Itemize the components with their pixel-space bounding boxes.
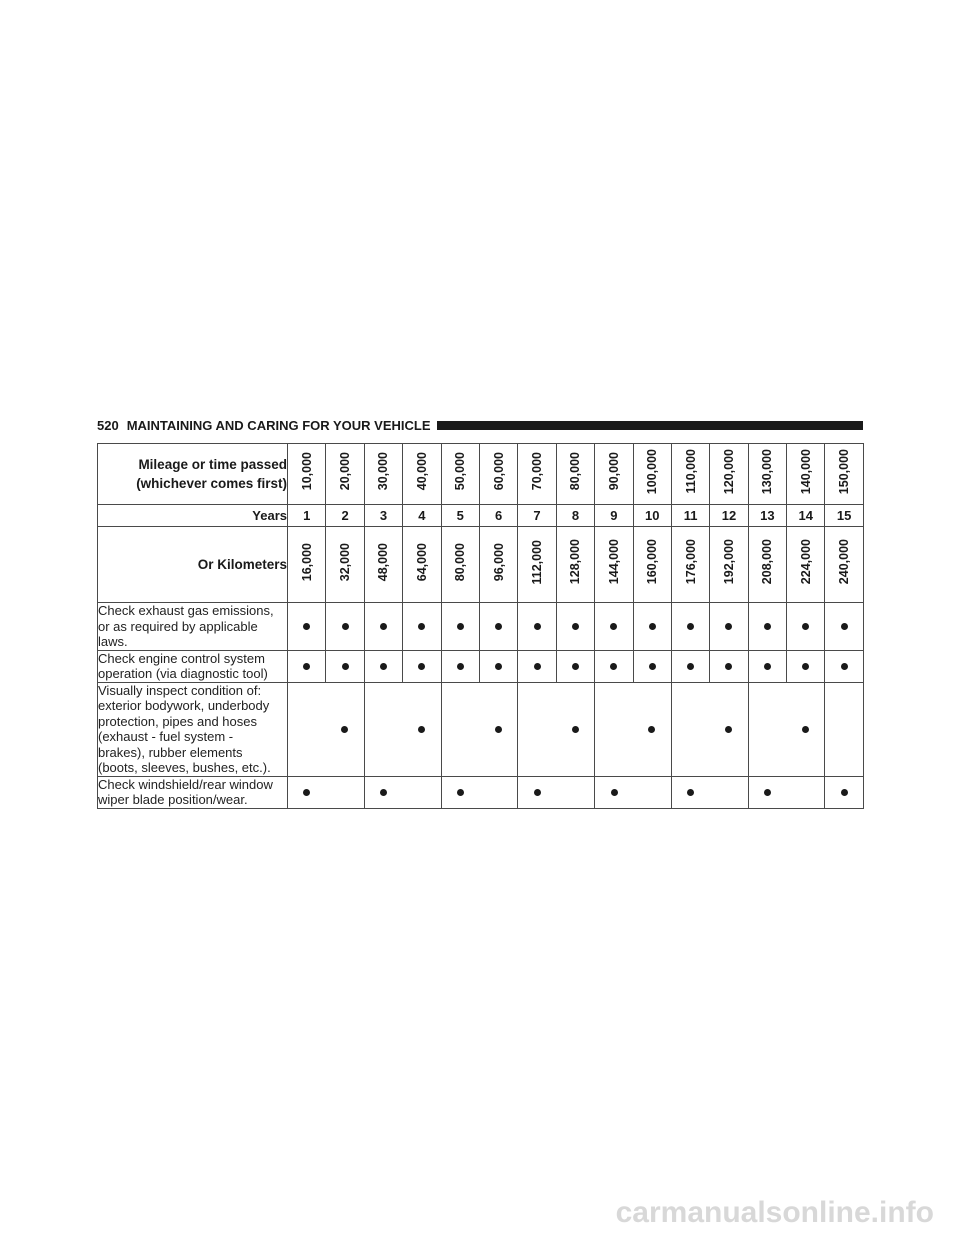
service-required-mark [418, 623, 425, 630]
interval-cell [441, 650, 479, 682]
interval-cell [364, 603, 402, 651]
service-required-mark [418, 663, 425, 670]
mileage-value: 40,000 [414, 452, 429, 491]
service-required-mark [687, 663, 694, 670]
km-value: 240,000 [837, 539, 852, 585]
service-required-mark [841, 789, 848, 796]
km-value: 16,000 [299, 542, 314, 582]
km-cell [710, 527, 748, 603]
service-required-mark [764, 663, 771, 670]
years-value: 5 [441, 505, 479, 527]
task-description [98, 682, 288, 776]
mileage-cell [556, 444, 594, 505]
years-value: 2 [326, 505, 364, 527]
mileage-value: 30,000 [376, 452, 391, 491]
service-required-mark [342, 663, 349, 670]
service-required-mark [572, 623, 579, 630]
km-value: 64,000 [414, 542, 429, 582]
mileage-value: 20,000 [338, 452, 353, 491]
interval-cell [787, 650, 825, 682]
interval-cell [825, 603, 863, 651]
service-required-mark [341, 726, 348, 733]
km-value: 224,000 [798, 539, 813, 585]
years-value: 10 [633, 505, 671, 527]
service-required-mark [725, 623, 732, 630]
interval-cell [441, 682, 479, 776]
interval-cell [748, 776, 786, 808]
mileage-row [98, 444, 864, 505]
km-value: 80,000 [453, 542, 468, 582]
interval-cell [518, 776, 556, 808]
service-required-mark [534, 623, 541, 630]
task-description [98, 650, 288, 682]
km-cell [479, 527, 517, 603]
interval-cell [288, 776, 326, 808]
service-required-mark [457, 623, 464, 630]
interval-cell [595, 603, 633, 651]
task-line: operation (via diagnostic tool) [98, 666, 268, 681]
service-required-mark [610, 623, 617, 630]
service-required-mark [534, 663, 541, 670]
interval-cell [441, 603, 479, 651]
service-required-mark [303, 623, 310, 630]
service-required-mark [610, 663, 617, 670]
task-line: exterior bodywork, underbody [98, 698, 270, 713]
km-value: 128,000 [568, 539, 583, 585]
interval-cell [326, 776, 364, 808]
mileage-cell [326, 444, 364, 505]
mileage-value: 120,000 [721, 448, 736, 495]
service-required-mark [495, 623, 502, 630]
interval-cell [748, 682, 786, 776]
interval-cell [787, 603, 825, 651]
service-required-mark [457, 663, 464, 670]
task-line: (boots, sleeves, bushes, etc.). [98, 760, 271, 775]
task-line: Visually inspect condition of: [98, 682, 262, 698]
interval-cell [403, 776, 441, 808]
interval-cell [671, 650, 709, 682]
task-row [98, 603, 864, 651]
section-title: MAINTAINING AND CARING FOR YOUR VEHICLE [126, 417, 431, 433]
service-required-mark [495, 726, 502, 733]
years-value: 15 [825, 505, 863, 527]
service-required-mark [764, 623, 771, 630]
service-required-mark [802, 623, 809, 630]
interval-cell [825, 776, 863, 808]
service-required-mark [380, 663, 387, 670]
interval-cell [479, 682, 517, 776]
interval-cell [710, 682, 748, 776]
service-required-mark [303, 789, 310, 796]
service-required-mark [342, 623, 349, 630]
years-value: 12 [710, 505, 748, 527]
km-cell [364, 527, 402, 603]
service-required-mark [841, 623, 848, 630]
mileage-value: 110,000 [683, 449, 698, 494]
mileage-cell [787, 444, 825, 505]
mileage-cell [479, 444, 517, 505]
service-required-mark [380, 623, 387, 630]
km-cell [671, 527, 709, 603]
service-required-mark [649, 623, 656, 630]
mileage-value: 140,000 [798, 448, 813, 495]
km-value: 144,000 [606, 539, 621, 585]
interval-cell [479, 776, 517, 808]
interval-cell [556, 650, 594, 682]
service-required-mark [572, 663, 579, 670]
service-required-mark [418, 726, 425, 733]
watermark: carmanualsonline.info [615, 1196, 934, 1229]
interval-cell [787, 682, 825, 776]
km-cell [403, 527, 441, 603]
mileage-value: 150,000 [837, 448, 852, 495]
page-header [97, 418, 863, 432]
km-value: 96,000 [491, 542, 506, 582]
service-required-mark [802, 663, 809, 670]
interval-cell [326, 682, 364, 776]
mileage-cell [403, 444, 441, 505]
km-value: 192,000 [721, 539, 736, 585]
header-rule [437, 421, 863, 430]
maintenance-schedule-table [97, 443, 864, 809]
service-required-mark [572, 726, 579, 733]
km-cell [825, 527, 863, 603]
interval-cell [441, 776, 479, 808]
service-required-mark [495, 663, 502, 670]
interval-cell [288, 603, 326, 651]
mileage-cell [825, 444, 863, 505]
years-value: 13 [748, 505, 786, 527]
mileage-value: 50,000 [453, 452, 468, 491]
km-value: 48,000 [376, 542, 391, 582]
km-cell [288, 527, 326, 603]
task-description [98, 603, 288, 651]
interval-cell [633, 603, 671, 651]
service-required-mark [802, 726, 809, 733]
mileage-cell [748, 444, 786, 505]
mileage-cell [364, 444, 402, 505]
kilometers-label: Or Kilometers [98, 527, 288, 603]
mileage-cell [671, 444, 709, 505]
years-value: 4 [403, 505, 441, 527]
service-required-mark [380, 789, 387, 796]
km-cell [556, 527, 594, 603]
interval-cell [403, 682, 441, 776]
interval-cell [748, 603, 786, 651]
km-value: 112,000 [530, 539, 545, 585]
service-required-mark [687, 789, 694, 796]
km-cell [633, 527, 671, 603]
interval-cell [288, 650, 326, 682]
interval-cell [556, 682, 594, 776]
interval-cell [710, 650, 748, 682]
interval-cell [633, 650, 671, 682]
service-required-mark [457, 789, 464, 796]
years-value: 9 [595, 505, 633, 527]
interval-cell [518, 682, 556, 776]
task-row [98, 776, 864, 808]
interval-cell [403, 603, 441, 651]
mileage-cell [518, 444, 556, 505]
interval-cell [364, 650, 402, 682]
interval-cell [748, 650, 786, 682]
km-cell [748, 527, 786, 603]
mileage-value: 100,000 [645, 448, 660, 495]
interval-cell [671, 603, 709, 651]
interval-cell [326, 650, 364, 682]
km-value: 208,000 [760, 539, 775, 585]
task-line: laws. [98, 634, 128, 649]
task-description [98, 776, 288, 808]
task-line: protection, pipes and hoses [98, 713, 257, 729]
service-required-mark [725, 663, 732, 670]
task-line: wiper blade position/wear. [98, 792, 248, 807]
km-value: 176,000 [683, 539, 698, 585]
task-line: brakes), rubber elements [98, 744, 243, 760]
mileage-label [98, 444, 288, 505]
interval-cell [288, 682, 326, 776]
mileage-value: 90,000 [606, 452, 621, 491]
years-value: 11 [671, 505, 709, 527]
task-line: Check engine control system [98, 650, 265, 666]
interval-cell [518, 603, 556, 651]
km-value: 32,000 [338, 542, 353, 582]
interval-cell [595, 682, 633, 776]
interval-cell [825, 650, 863, 682]
interval-cell [633, 682, 671, 776]
km-cell [326, 527, 364, 603]
km-cell [441, 527, 479, 603]
mileage-label-line1: Mileage or time passed [138, 457, 287, 472]
task-rows [98, 603, 864, 809]
years-value: 8 [556, 505, 594, 527]
mileage-cell [441, 444, 479, 505]
years-value: 14 [787, 505, 825, 527]
service-required-mark [841, 663, 848, 670]
years-row [98, 505, 864, 527]
interval-cell [326, 603, 364, 651]
service-required-mark [764, 789, 771, 796]
mileage-cell [288, 444, 326, 505]
km-cell [595, 527, 633, 603]
interval-cell [787, 776, 825, 808]
interval-cell [556, 776, 594, 808]
km-cell [787, 527, 825, 603]
task-line: Check exhaust gas emissions, [98, 603, 274, 618]
service-required-mark [649, 663, 656, 670]
interval-cell [556, 603, 594, 651]
interval-cell [364, 682, 402, 776]
years-value: 1 [288, 505, 326, 527]
interval-cell [633, 776, 671, 808]
interval-cell [710, 776, 748, 808]
years-value: 3 [364, 505, 402, 527]
interval-cell [364, 776, 402, 808]
interval-cell [710, 603, 748, 651]
years-label: Years [98, 505, 288, 527]
mileage-label-line2: (whichever comes first) [136, 476, 287, 491]
service-required-mark [687, 623, 694, 630]
interval-cell [595, 650, 633, 682]
kilometers-row [98, 527, 864, 603]
service-required-mark [725, 726, 732, 733]
mileage-cell [710, 444, 748, 505]
interval-cell [595, 776, 633, 808]
interval-cell [518, 650, 556, 682]
km-cell [518, 527, 556, 603]
service-required-mark [611, 789, 618, 796]
task-line: (exhaust - fuel system - [98, 729, 234, 744]
interval-cell [825, 682, 863, 776]
interval-cell [479, 650, 517, 682]
mileage-value: 130,000 [760, 448, 775, 495]
page-number: 520 [97, 417, 119, 433]
task-line: or as required by applicable [98, 618, 258, 634]
task-row [98, 650, 864, 682]
interval-cell [671, 776, 709, 808]
service-required-mark [303, 663, 310, 670]
km-value: 160,000 [645, 539, 660, 585]
mileage-value: 70,000 [530, 452, 545, 491]
years-value: 7 [518, 505, 556, 527]
service-required-mark [534, 789, 541, 796]
mileage-value: 60,000 [491, 452, 506, 491]
task-line: Check windshield/rear window [98, 776, 273, 792]
mileage-value: 10,000 [299, 452, 314, 491]
years-value: 6 [479, 505, 517, 527]
interval-cell [479, 603, 517, 651]
mileage-value: 80,000 [568, 452, 583, 491]
mileage-cell [595, 444, 633, 505]
task-row [98, 682, 864, 776]
interval-cell [671, 682, 709, 776]
interval-cell [403, 650, 441, 682]
mileage-cell [633, 444, 671, 505]
service-required-mark [648, 726, 655, 733]
